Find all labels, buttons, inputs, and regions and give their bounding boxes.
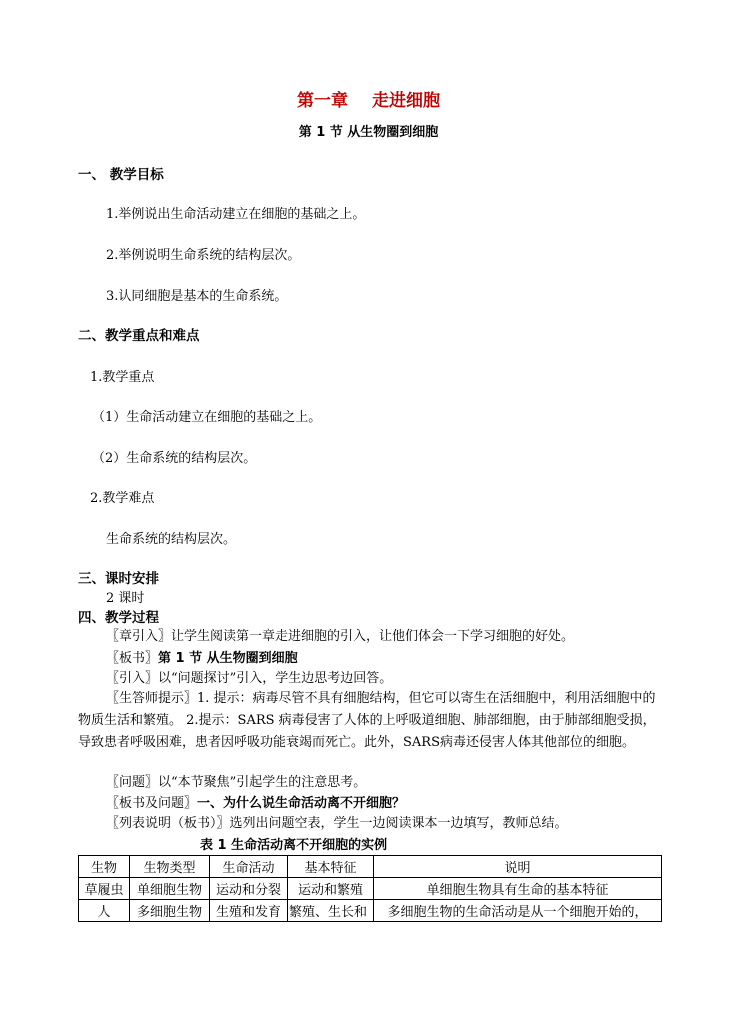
table-cell: 繁殖、生长和 [288, 900, 374, 922]
process-paragraph-lead-in: 〖引入〗以“问题探讨”引入，学生边思考边回答。 [106, 671, 393, 686]
difficult-point-label: 2.教学难点 [90, 491, 155, 506]
board-text: 第 1 节 从生物圈到细胞 [158, 651, 298, 666]
section-title: 第 1 节 从生物圈到细胞 [298, 125, 439, 140]
table-cell: 多细胞生物的生命活动是从一个细胞开始的， [374, 900, 662, 922]
heading-class-hours: 三、课时安排 [78, 571, 159, 587]
chapter-title [0, 86, 737, 111]
table-header-cell: 生命活动 [210, 856, 288, 878]
table-header-cell: 生物类型 [130, 856, 210, 878]
process-paragraph-question: 〖问题〗以“本节聚焦”引起学生的注意思考。 [106, 775, 367, 790]
table-cell: 单细胞生物具有生命的基本特征 [374, 878, 662, 900]
table-header-row [79, 856, 662, 878]
table-cell: 草履虫 [79, 878, 130, 900]
table-row [79, 878, 662, 900]
process-paragraph-hints: 〖生答师提示〗1. 提示：病毒尽管不具有细胞结构，但它可以寄生在活细胞中，利用活细胞中的物质生活和繁殖。 2.提示：SARS 病毒侵害了人体的上呼吸道细胞、肺部细胞，由于肺部细胞受损，导致患者呼吸困难，患者因呼吸功能衰竭而死亡。此外，SARS病毒还侵害人体其他部位的细胞。 [78, 691, 656, 750]
difficult-point-item: 生命系统的结构层次。 [106, 532, 237, 547]
key-point-item-1: （1）生命活动建立在细胞的基础之上。 [92, 410, 322, 425]
table-caption: 表 1 生命活动离不开细胞的实例 [200, 838, 388, 853]
table-header-cell: 说明 [374, 856, 662, 878]
table-cell: 人 [79, 900, 130, 922]
goal-item-2: 2.举例说明生命系统的结构层次。 [106, 248, 301, 263]
board-tag: 〖板书〗 [106, 651, 159, 666]
board-question-tag: 〖板书及问题〗 [106, 796, 198, 811]
goal-item-3: 3.认同细胞是基本的生命系统。 [106, 289, 288, 304]
heading-teaching-process: 四、教学过程 [78, 610, 159, 626]
table-row [79, 900, 662, 922]
board-question-text: 一、为什么说生命活动离不开细胞？ [197, 796, 406, 811]
table-cell: 单细胞生物 [130, 878, 210, 900]
key-point-label: 1.教学重点 [90, 370, 155, 385]
table-header-cell: 基本特征 [288, 856, 374, 878]
table-cell: 生殖和发育 [210, 900, 288, 922]
examples-table [78, 855, 662, 922]
table-cell: 运动和分裂 [210, 878, 288, 900]
table-cell: 运动和繁殖 [288, 878, 374, 900]
table-cell: 多细胞生物 [130, 900, 210, 922]
process-paragraph-intro: 〖章引入〗让学生阅读第一章走进细胞的引入，让他们体会一下学习细胞的好处。 [106, 629, 575, 644]
process-paragraph-board [78, 648, 668, 670]
chapter-name: 走进细胞 [372, 91, 440, 111]
process-paragraph-table-intro: 〖列表说明（板书）〗选列出问题空表，学生一边阅读课本一边填写，教师总结。 [106, 816, 568, 831]
heading-key-difficult-points: 二、教学重点和难点 [78, 328, 200, 344]
class-hours-value: 2 课时 [106, 591, 145, 606]
chapter-number: 第一章 [297, 91, 348, 111]
key-point-item-2: （2）生命系统的结构层次。 [92, 451, 257, 466]
goal-item-1: 1.举例说出生命活动建立在细胞的基础之上。 [106, 207, 366, 222]
process-paragraph-board-question [78, 793, 668, 815]
heading-teaching-goals: 一、 教学目标 [78, 167, 164, 183]
table-header-cell: 生物 [79, 856, 130, 878]
